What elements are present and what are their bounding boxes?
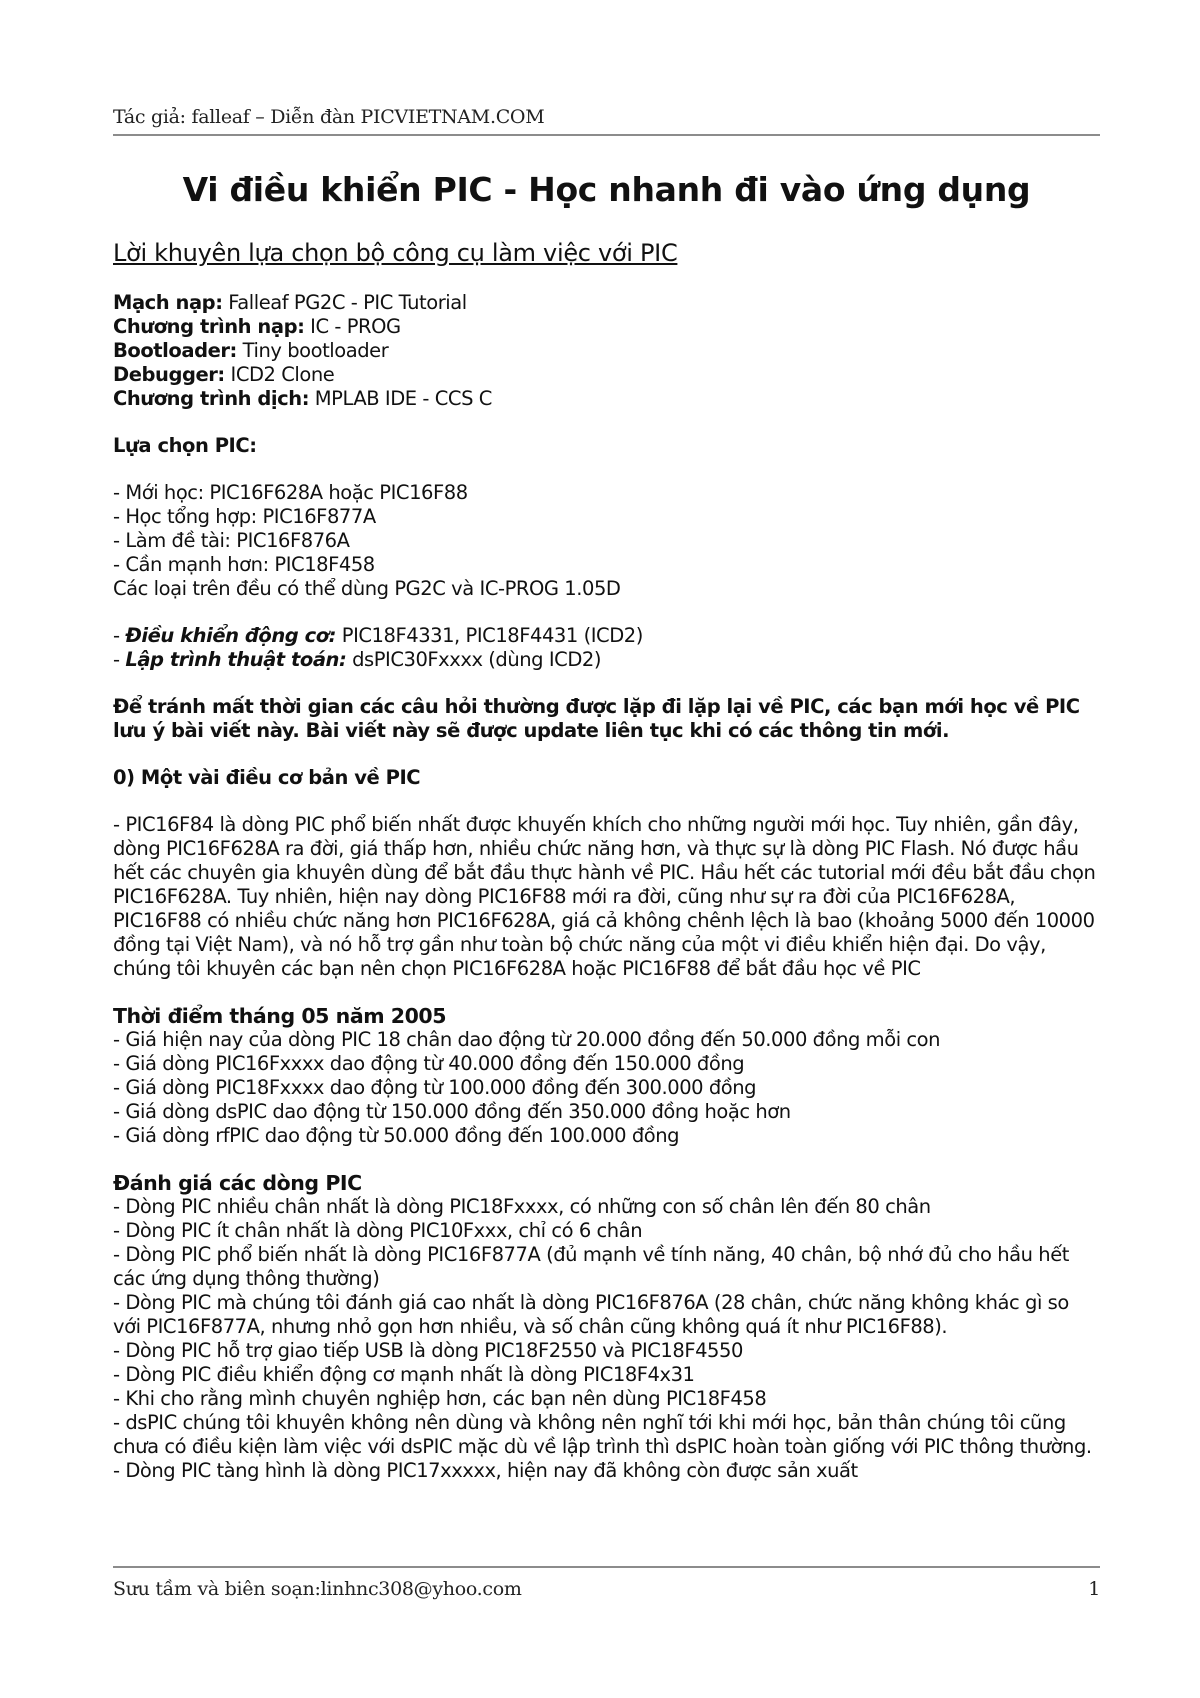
footer-credit: Sưu tầm và biên soạn:linhnc308@yhoo.com (113, 1578, 522, 1600)
tool-value: MPLAB IDE - CCS C (309, 387, 492, 410)
list-item: - Dòng PIC tàng hình là dòng PIC17xxxxx, hiện nay đã không còn được sản xuất (113, 1459, 858, 1482)
special-value: dsPIC30Fxxxx (dùng ICD2) (346, 648, 602, 671)
note-paragraph: Để tránh mất thời gian các câu hỏi thường được lặp đi lặp lại về PIC, các bạn mới học về PIC lưu ý bài viết này. Bài viết này sẽ được update liên tục khi có các thông tin mới. (113, 695, 1080, 742)
prices-heading: Thời điểm tháng 05 năm 2005 (113, 1004, 447, 1028)
list-item: - Giá dòng PIC18Fxxxx dao động từ 100.000 đồng đến 300.000 đồng (113, 1076, 757, 1099)
list-item: - Dòng PIC phổ biến nhất là dòng PIC16F877A (đủ mạnh về tính năng, 40 chân, bộ nhớ đủ cho hầu hết các ứng dụng thông thường) (113, 1243, 1069, 1290)
basics-paragraph: - PIC16F84 là dòng PIC phổ biến nhất được khuyến khích cho những người mới học. Tuy nhiên, gần đây, dòng PIC16F628A ra đời, giá thấp hơn, nhiều chức năng hơn, và thực sự là dòng PIC Flash. Nó được hầu hết các chuyên gia khuyên dùng để bắt đầu thực hành về PIC. Hầu hết các tutorial mới đều bắt đầu chọn PIC16F628A. Tuy nhiên, hiện nay dòng PIC16F88 mới ra đời, cũng như sự ra đời của PIC16F628A, PIC16F88 có nhiều chức năng hơn PIC16F628A, giá cả không chênh lệch là bao (khoảng 5000 đến 10000 đồng tại Việt Nam), và nó hỗ trợ gần như toàn bộ chức năng của một vi điều khiển hiện đại. Do vậy, chúng tôi khuyên các bạn nên chọn PIC16F628A hoặc PIC16F88 để bắt đầu học về PIC (113, 813, 1096, 980)
list-item: - Dòng PIC hỗ trợ giao tiếp USB là dòng PIC18F2550 và PIC18F4550 (113, 1339, 743, 1362)
list-item: - Dòng PIC ít chân nhất là dòng PIC10Fxxx, chỉ có 6 chân (113, 1219, 643, 1242)
prices-list (113, 1028, 1100, 1148)
page-header: Tác giả: falleaf – Diễn đàn PICVIETNAM.COM (113, 106, 1100, 136)
page-number: 1 (1088, 1578, 1100, 1600)
list-item: - Làm đề tài: PIC16F876A (113, 529, 350, 552)
list-item: - Giá dòng dsPIC dao động từ 150.000 đồng đến 350.000 đồng hoặc hơn (113, 1100, 791, 1123)
tool-value: ICD2 Clone (224, 363, 335, 386)
list-item: - Dòng PIC mà chúng tôi đánh giá cao nhất là dòng PIC16F876A (28 chân, chức năng không khác gì so với PIC16F877A, nhưng nhỏ gọn hơn nhiều, và số chân cũng không quá ít như PIC16F88). (113, 1291, 1069, 1338)
pic-choice-heading: Lựa chọn PIC: (113, 434, 257, 457)
document-body (113, 238, 1100, 1483)
list-item: - Giá dòng PIC16Fxxxx dao động từ 40.000 đồng đến 150.000 đồng (113, 1052, 745, 1075)
special-label: Điều khiển động cơ: (125, 624, 337, 647)
special-value: PIC18F4331, PIC18F4431 (ICD2) (336, 624, 643, 647)
tool-label: Debugger: (113, 363, 225, 386)
tool-row (113, 315, 1100, 339)
tool-label: Chương trình nạp: (113, 315, 305, 338)
tool-value: IC - PROG (304, 315, 401, 338)
tool-row (113, 291, 1100, 315)
tool-row (113, 387, 1100, 411)
document-title: Vi điều khiển PIC - Học nhanh đi vào ứng dụng (182, 170, 1031, 209)
tool-value: Tiny bootloader (236, 339, 389, 362)
list-item: - Giá dòng rfPIC dao động từ 50.000 đồng đến 100.000 đồng (113, 1124, 680, 1147)
list-dash: - (113, 648, 126, 671)
list-item: - Giá hiện nay của dòng PIC 18 chân dao động từ 20.000 đồng đến 50.000 đồng mỗi con (113, 1028, 941, 1051)
tool-value: Falleaf PG2C - PIC Tutorial (222, 291, 467, 314)
evaluation-list (113, 1195, 1100, 1483)
special-label: Lập trình thuật toán: (125, 648, 347, 671)
special-item (113, 624, 1100, 648)
list-item: - dsPIC chúng tôi khuyên không nên dùng và không nên nghĩ tới khi mới học, bản thân chúng tôi cũng chưa có điều kiện làm việc với dsPIC mặc dù về lập trình thì dsPIC hoàn toàn giống với PIC thông thường. (113, 1411, 1092, 1458)
tool-label: Mạch nạp: (113, 291, 223, 314)
special-item (113, 648, 1100, 672)
pic-choice-list (113, 481, 1100, 601)
list-item: Các loại trên đều có thể dùng PG2C và IC-PROG 1.05D (113, 577, 621, 600)
basics-heading: 0) Một vài điều cơ bản về PIC (113, 766, 421, 789)
page-footer (113, 1566, 1100, 1600)
tool-row (113, 363, 1100, 387)
list-dash: - (113, 624, 126, 647)
evaluation-heading: Đánh giá các dòng PIC (113, 1171, 362, 1195)
list-item: - Mới học: PIC16F628A hoặc PIC16F88 (113, 481, 468, 504)
tool-label: Bootloader: (113, 339, 237, 362)
list-item: - Dòng PIC nhiều chân nhất là dòng PIC18Fxxxx, có những con số chân lên đến 80 chân (113, 1195, 931, 1218)
tool-row (113, 339, 1100, 363)
list-item: - Học tổng hợp: PIC16F877A (113, 505, 376, 528)
list-item: - Khi cho rằng mình chuyên nghiệp hơn, các bạn nên dùng PIC18F458 (113, 1387, 767, 1410)
list-item: - Dòng PIC điều khiển động cơ mạnh nhất là dòng PIC18F4x31 (113, 1363, 695, 1386)
tool-label: Chương trình dịch: (113, 387, 310, 410)
section-subtitle: Lời khuyên lựa chọn bộ công cụ làm việc với PIC (113, 239, 678, 267)
tools-list (113, 291, 1100, 411)
list-item: - Cần mạnh hơn: PIC18F458 (113, 553, 375, 576)
